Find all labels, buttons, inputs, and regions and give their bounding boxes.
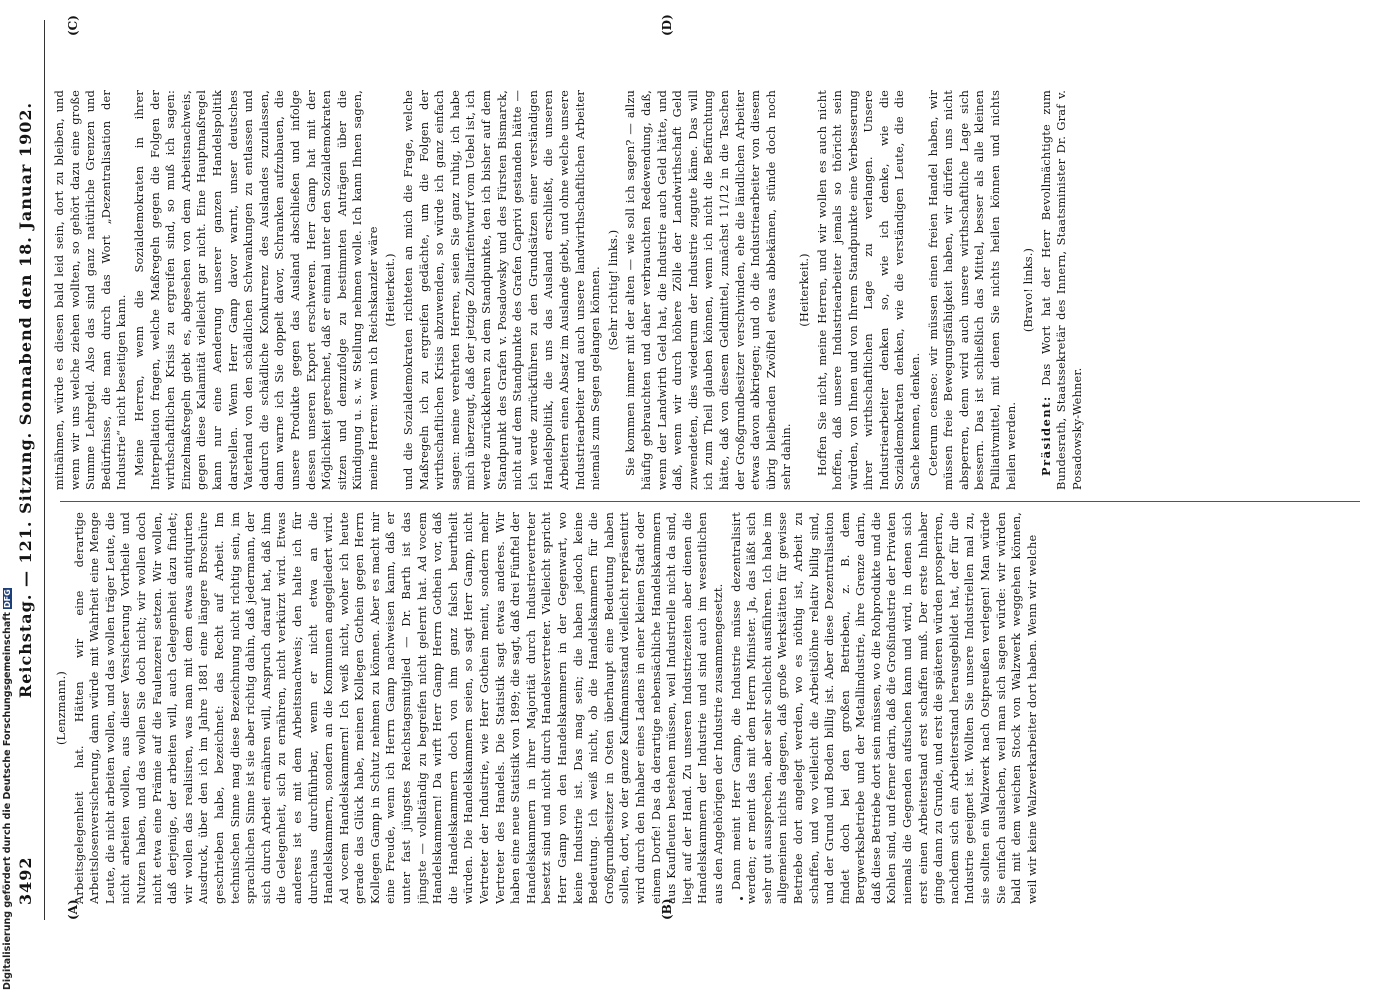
president-text: Das Wort hat der Herr Bevollmächtigte zum Bundesrath, Staatssekretär des Innern, Staatsminister Dr. Graf v. Posadowsky-Wehner.	[1038, 90, 1084, 490]
speaker-tag: (Lenzmann.)	[54, 670, 68, 746]
right-paragraph: Hoffen Sie nicht, meine Herren, und wir wollen es auch nicht hoffen, daß unsere Industriearbeiter jemals so thöricht sein würden, von Ihnen und von Ihrem Standpunkte eine Verbesserung ihrer wirthschaftlichen Lage zu verlangen. Unsere Industriearbeiter denken so, wie ich denke, wie die Sozialdemokraten denken, wie die verständigen Leute, die die Sache kennen, denken.	[814, 90, 923, 490]
right-paragraph: und die Sozialdemokraten richteten an mich die Frage, welche Maßregeln ich zu ergreifen gedächte, um die Folgen der wirthschaftlichen Krisis abzuwenden, so würde ich ganz einfach sagen: meine verehrten Herren, seien Sie ganz ruhig, ich habe mich überzeugt, daß der jetzige Zolltarifentwurf vom Uebel ist, ich werde zurückkehren zu dem Standpunkte, den ich bisher auf dem Standpunkt des Grafen v. Posadowsky und des Fürsten Bismarck, nicht auf dem Standpunkte des Grafen Caprivi gestanden hätte — ich werde zurückführen zu den Grundsätzen einer verständigen Handelspolitik, die uns das Ausland erschließt, die unseren Arbeitern einen Absatz im Auslande giebt, und ohne welche unsere Industriearbeiter und auch unsere landwirthschaftlichen Arbeiter niemals zum Segen gelangen können.	[401, 90, 603, 490]
header-rule	[44, 20, 45, 920]
stage-direction: (Sehr richtig! links.)	[605, 229, 620, 351]
right-paragraph: Sie kommen immer mit der alten — wie soll ich sagen? — allzu häufig gebrauchten und daher verbrauchten Redewendung, daß, wenn der Landwirth Geld hat, die Industrie auch Geld hätte, und daß, wenn wir durch höhere Zölle der Landwirthschaft Geld zuwendeten, dies wiederum der Industrie zugute käme. Das will ich zum Theil glauben können, wenn ich nicht die Befürchtung hätte, daß von diesem Geldmittel, zunächst 11/12 in die Taschen der Großgrundbesitzer verschwinden, ehe die ländlichen Arbeiter etwas davon abkriegen; und ob die Industriearbeiter von diesem übrig bleibenden Zwölftel etwas abbekämen, stünde doch noch sehr dahin.	[623, 90, 794, 490]
president-label: Präsident:	[1038, 395, 1053, 476]
left-column	[52, 512, 1362, 904]
stage-direction: (Heiterkeit.)	[383, 253, 398, 327]
margin-marker-d: (D)	[660, 14, 674, 36]
page-header	[0, 0, 48, 1000]
right-paragraph: Ceterum censeo: wir müssen einen freien Handel haben, wir müssen freie Bewegungsfähigkeit haben, wir dürfen uns nicht absperren, denn wird auch unsere wirthschaftliche Lage sich bessern. Das ist schließlich das Mittel, besser als alle kleinen Palliativmittel, mit denen Sie nichts heilen können und nichts heilen werden.	[925, 90, 1018, 490]
dfg-logo: DFG	[3, 589, 12, 608]
margin-marker-a: (A)	[66, 899, 80, 920]
left-paragraph: Arbeitsgelegenheit hat. Hätten wir eine derartige Arbeitslosenversicherung, dann würde mit Wahrheit eine Menge Leute, die nicht arbeiten wollen, und das wollen träger Leute, die nicht arbeiten wollen, aus dieser Versicherung Vortheile und Nutzen haben, und das wollen Sie doch nicht; wir wollen doch nicht etwa eine Prämie auf die Faulenzerei setzen. Wir wollen, daß derjenige, der arbeiten will, auch Gelegenheit dazu findet; wir wollen das realisiren, was man mit dem etwas antiquirten Ausdruck, über den ich im Jahre 1881 eine längere Broschüre geschrieben habe, bezeichnet: das Recht auf Arbeit. Im technischen Sinne mag diese Bezeichnung nicht richtig sein, im sprachlichen Sinne ist sie aber richtig dahin, daß jedermann, der sich durch Arbeit ernähren will, Anspruch darauf hat, daß ihm die Gelegenheit, sich zu ernähren, nicht verkürzt wird. Etwas anderes ist es mit dem Arbeitsnachweis; den halte ich für durchaus durchführbar, wenn er nicht etwa an die Handelskammern, sondern an die Kommunen angegliedert wird. Ad vocem Handelskammern! Ich weiß nicht, woher ich heute gerade das Glück habe, meinen Kollegen Gothein gegen Herrn Kollegen Gamp in Schutz nehmen zu können. Aber es macht mir eine Freude, wenn ich Herrn Gamp nachweisen kann, daß er unter fast jüngstes Reichstagsmitglied — Dr. Barth ist das jüngste — vollständig zu begreifen nicht gelernt hat. Ad vocem Handelskammern! Da wirft Herr Gamp Herrn Gothein vor, daß die Handelskammern doch von ihm ganz falsch beurtheilt würden. Die Handelskammern seien, so sagt Herr Gamp, nicht Vertreter der Industrie, wie Herr Gothein meint, sondern mehr Vertreter des Handels. Die Statistik sagt etwas anderes. Wir haben eine neue Statistik von 1899; die sagt, daß drei Fünftel der Handelskammern in ihrer Majorität durch Industrievertreter besetzt sind und nicht durch Handelsvertreter. Vielleicht spricht Herr Gamp von den Handelskammern in der Gegenwart, wo keine Industrie ist. Das mag sein; die haben jedoch keine Bedeutung. Ich weiß nicht, ob die Handelskammern für die Großgrundbesitzer in Osten überhaupt eine Bedeutung haben sollen, dort, wo der ganze Kaufmannsstand vielleicht repräsentirt wird durch den Inhaber eines Ladens in einer kleinen Stadt oder einem Dorfe! Das da derartige nebensächliche Handelskammern aus Kaufleuten bestehen müssen, weil Industrielle nicht da sind, liegt auf der Hand. Zu unseren Industriezeiten aber dienen die Handelskammern der Industrie und sind auch im wesentlichen aus den Angehörigen der Industrie zusammengesetzt.	[71, 512, 725, 904]
right-paragraph: mitnähmen, würde es diesen bald leid sein, dort zu bleiben, und wenn wir uns welche ziehen wollten, so gehört dazu eine große Summe Lehrgeld. Also das sind ganz natürliche Grenzen und Bedürfnisse, die man durch das Wort „Dezentralisation der Industrie“ nicht beseitigen kann.	[52, 90, 129, 490]
margin-marker-b: (B)	[660, 898, 674, 920]
page-number: 3492	[16, 856, 35, 905]
right-column	[52, 90, 1362, 490]
left-paragraph: Dann meint Herr Gamp, die Industrie müsse dezentralisirt werden; er meint das mit dem Herrn Minister. Ja, das läßt sich sehr gut aussprechen, aber sehr schlecht ausführen. Ich habe im allgemeinen nichts dagegen, daß große Werkstätten für gewisse Betriebe dort angelegt werden, wo es nöthig ist, Arbeit zu schaffen, und wo vielleicht die Arbeitslöhne relativ billig sind, und der Grund und Boden billig ist. Aber diese Dezentralisation findet doch bei den großen Betrieben, z. B. dem Bergwerksbetriebe und der Metallindustrie, ihre Grenze darin, daß diese Betriebe dort sein müssen, wo die Rohprodukte und die Kohlen sind, und ferner darin, daß die Großindustrie der Privaten niemals die Gegenden aufsuchen kann und wird, in denen sich erst einen Arbeiterstand erst schaffen muß. Der erste Inhaber ginge dann zu Grunde, und erst die späteren würden prosperiren, nachdem sich ein Arbeiterstand herausgebildet hat, der für die Industrie geeignet ist. Wollten Sie unsere Industriellen mal zu, sie sollten ein Walzwerk nach Ostpreußen verlegen! Man würde Sie einfach auslachen, weil man sich sagen würde: wir würden bald mit dem weichen Stock von Walzwerk weggehen können, weil wir keine Walzwerkarbeiter dort haben. Wenn wir welche	[728, 512, 1039, 904]
president-statement	[1039, 90, 1086, 490]
running-head: Reichstag. — 121. Sitzung. Sonnabend den 18. Januar 1902.	[16, 101, 35, 699]
stage-direction: (Bravo! links.)	[1021, 247, 1036, 333]
right-paragraph: Meine Herren, wenn die Sozialdemokraten in ihrer Interpellation fragen, welche Maßregeln gegen die Folgen der wirthschaftlichen Krisis zu ergreifen sind, so muß ich sagen: Einzelmaßregeln giebt es, abgesehen von dem Arbeitsnachweis, gegen diese Kalamität vielleicht gar nicht. Eine Hauptmaßregel kann nur eine Aenderung unserer ganzen Handelspolitik darstellen. Wenn Herr Gamp davor warnt, unser deutsches Vaterland von den schädlichen Schwankungen zu entlassen und dadurch die schädliche Konkurrenz des Auslandes zuzulassen, dann warne ich Sie doppelt davor, Schranken aufzubauen, die unsere Produkte gegen das Ausland abschließen und infolge dessen unseren Export erschweren. Herr Gamp hat mit der Möglichkeit gerechnet, daß er einmal unter den Sozialdemokraten sitzen und demzufolge zu bestimmten Anträgen über die Kündigung u. s. w. Stellung nehmen wolle. Ich kann Ihnen sagen, meine Herren: wenn ich Reichskanzler wäre	[131, 90, 380, 490]
stage-direction: (Heiterkeit.)	[796, 253, 811, 327]
margin-marker-c: (C)	[66, 15, 80, 36]
dfg-credit-text: Digitalisierung gefördert durch die Deutsche Forschungsgemeinschaft	[2, 612, 13, 990]
column-divider	[60, 501, 1360, 502]
